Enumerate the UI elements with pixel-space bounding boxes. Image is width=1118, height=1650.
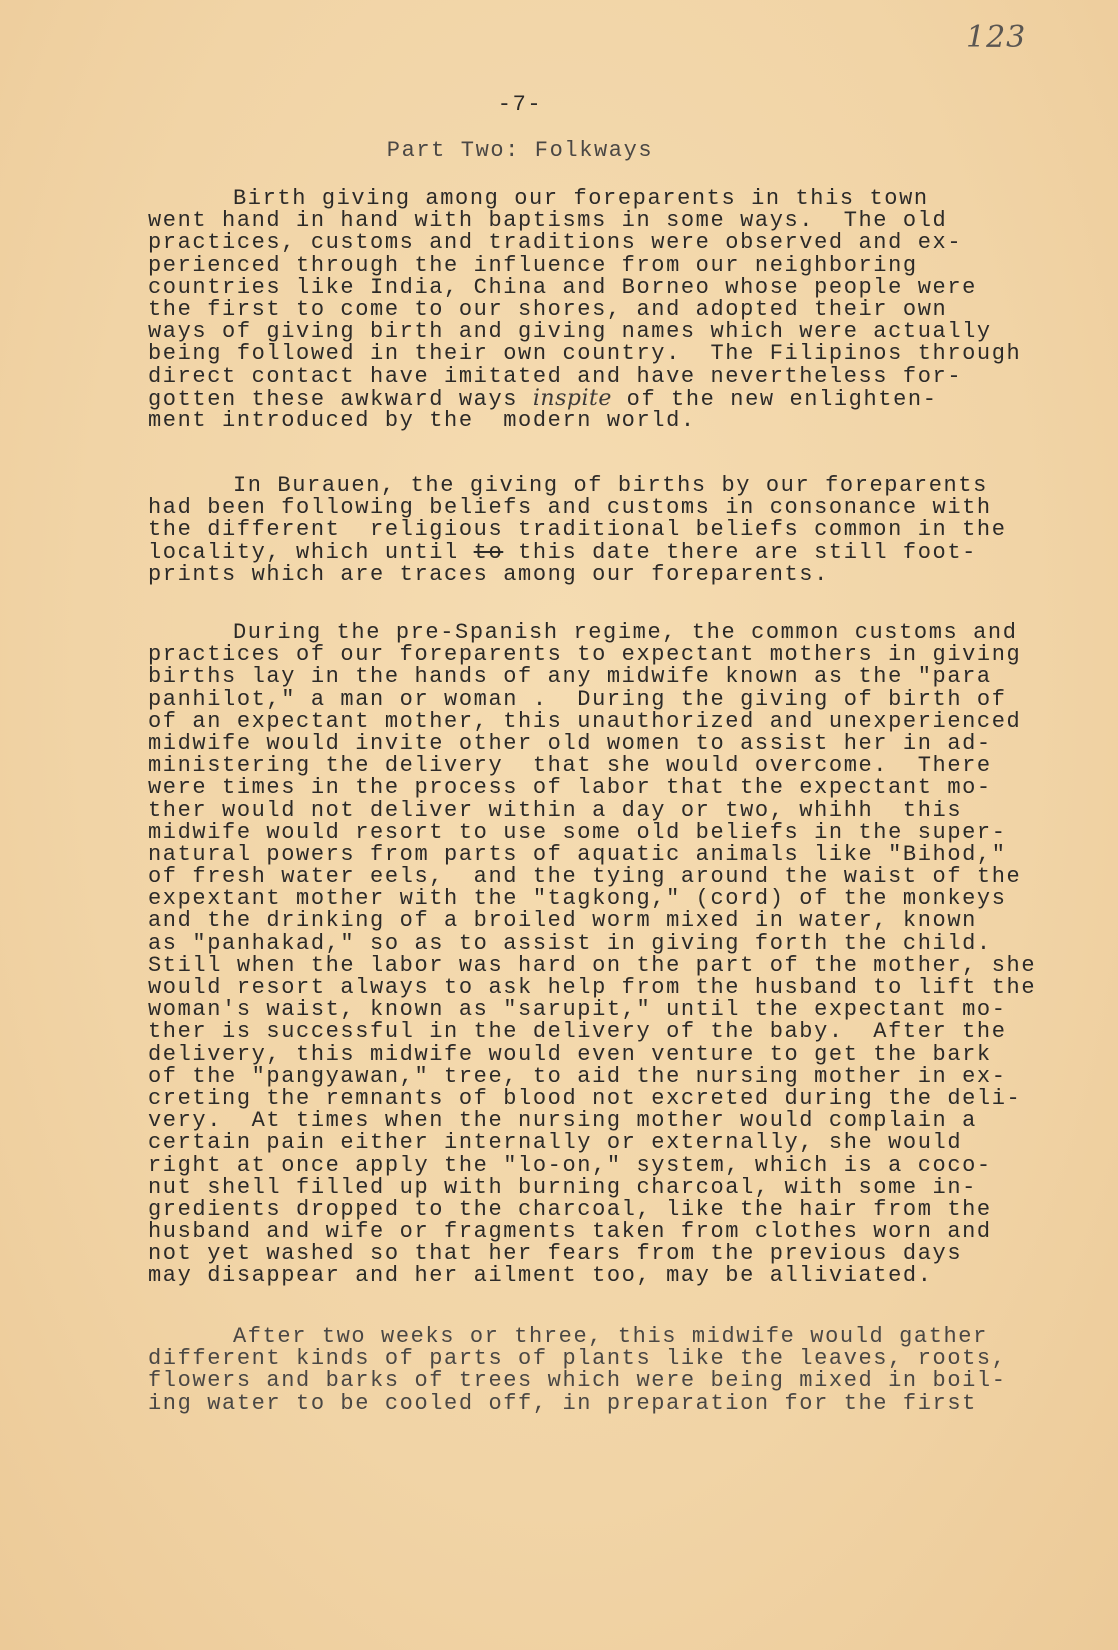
text-line: births lay in the hands of any midwife known as the "para — [148, 664, 992, 690]
text-line: gredients dropped to the charcoal, like the hair from the — [148, 1196, 992, 1222]
text-line: practices, customs and traditions were observed and ex- — [148, 230, 963, 256]
text-segment: this date there are still foot- — [503, 539, 977, 565]
text-line: During the pre-Spanish regime, the common customs and — [233, 620, 1018, 645]
text-line — [148, 539, 1068, 565]
text-line: expextant mother with the "tagkong," (cord) of the monkeys — [148, 886, 1007, 912]
text-line: as "panhakad," so as to assist in giving forth the child. — [148, 930, 992, 956]
text-line: husband and wife or fragments taken from clothes worn and — [148, 1219, 992, 1245]
text-line: woman's waist, known as "sarupit," until the expectant mo- — [148, 997, 1007, 1023]
text-line: different kinds of parts of plants like the leaves, roots, — [148, 1346, 1007, 1372]
text-line: Still when the labor was hard on the part of the mother, she — [148, 952, 1037, 978]
handwritten-page-number: 123 — [966, 20, 1027, 55]
text-line: creting the remnants of blood not excreted during the deli- — [148, 1085, 1022, 1111]
text-line: ways of giving birth and giving names which were actually — [148, 319, 992, 345]
text-line: delivery, this midwife would even venture to get the bark — [148, 1041, 992, 1067]
text-line: flowers and barks of trees which were being mixed in boil- — [148, 1368, 1007, 1394]
paragraph-after-two-weeks — [148, 1326, 1068, 1415]
page-number: -7- — [497, 92, 543, 117]
text-segment: gotten these awkward ways — [148, 386, 533, 412]
text-line: of an expectant mother, this unauthorized and unexperienced — [148, 708, 1022, 734]
text-line: natural powers from parts of aquatic animals like "Bihod," — [148, 841, 1007, 867]
text-line: certain pain either internally or externally, she would — [148, 1130, 963, 1156]
text-line: of the "pangyawan," tree, to aid the nursing mother in ex- — [148, 1063, 1007, 1089]
text-line: very. At times when the nursing mother would complain a — [148, 1108, 977, 1134]
text-line: would resort always to ask help from the husband to lift the — [148, 975, 1037, 1000]
text-line: of fresh water eels, and the tying around the waist of the — [148, 864, 1022, 890]
text-line: went hand in hand with baptisms in some ways. The old — [148, 208, 948, 234]
text-line: were times in the process of labor that the expectant mo- — [148, 775, 992, 801]
text-line — [148, 385, 1068, 412]
text-line: countries like India, China and Borneo whose people were — [148, 274, 977, 300]
text-segment: locality, which until — [148, 539, 474, 565]
text-line: After two weeks or three, this midwife would gather — [233, 1324, 988, 1349]
text-segment: of the new enlighten- — [611, 386, 938, 412]
text-line: midwife would invite other old women to assist her in ad- — [148, 730, 992, 756]
paragraph-burauen-beliefs — [148, 475, 1068, 586]
text-line: In Burauen, the giving of births by our foreparents — [233, 473, 988, 498]
text-line: direct contact have imitated and have nevertheless for- — [148, 363, 963, 389]
struck-word: to — [473, 539, 504, 565]
text-line: perienced through the influence from our neighboring — [148, 252, 918, 278]
text-line: not yet washed so that her fears from the previous days — [148, 1241, 963, 1267]
text-line: Birth giving among our foreparents in this town — [233, 186, 929, 211]
text-line: the different religious traditional beliefs common in the — [148, 517, 1007, 543]
text-line: may disappear and her ailment too, may be alliviated. — [148, 1263, 933, 1289]
text-line: ment introduced by the modern world. — [148, 407, 696, 433]
text-line: nut shell filled up with burning charcoal, with some in- — [148, 1174, 977, 1200]
text-line: right at once apply the "lo-on," system, which is a coco- — [148, 1152, 992, 1178]
text-line: midwife would resort to use some old beliefs in the super- — [148, 819, 1007, 845]
text-line: ther is successful in the delivery of the baby. After the — [148, 1019, 1007, 1045]
text-line: had been following beliefs and customs in consonance with — [148, 495, 992, 521]
text-line: practices of our foreparents to expectant mothers in giving — [148, 642, 1022, 668]
text-line: prints which are traces among our foreparents. — [148, 561, 829, 587]
text-line: and the drinking of a broiled worm mixed in water, known — [148, 908, 977, 934]
text-line: being followed in their own country. The Filipinos through — [148, 341, 1022, 367]
text-line: ing water to be cooled off, in preparation for the first — [148, 1390, 977, 1416]
text-line: ther would not deliver within a day or two, whihh this — [148, 797, 963, 823]
section-title: Part Two: Folkways — [386, 138, 654, 163]
paragraph-pre-spanish-midwife — [148, 622, 1068, 1288]
paragraph-birth-giving — [148, 188, 1068, 432]
text-line: the first to come to our shores, and adopted their own — [148, 296, 948, 322]
handwritten-correction: inspite — [532, 385, 612, 411]
text-line: ministering the delivery that she would overcome. There — [148, 753, 992, 779]
text-line: panhilot," a man or woman . During the giving of birth of — [148, 686, 1007, 712]
